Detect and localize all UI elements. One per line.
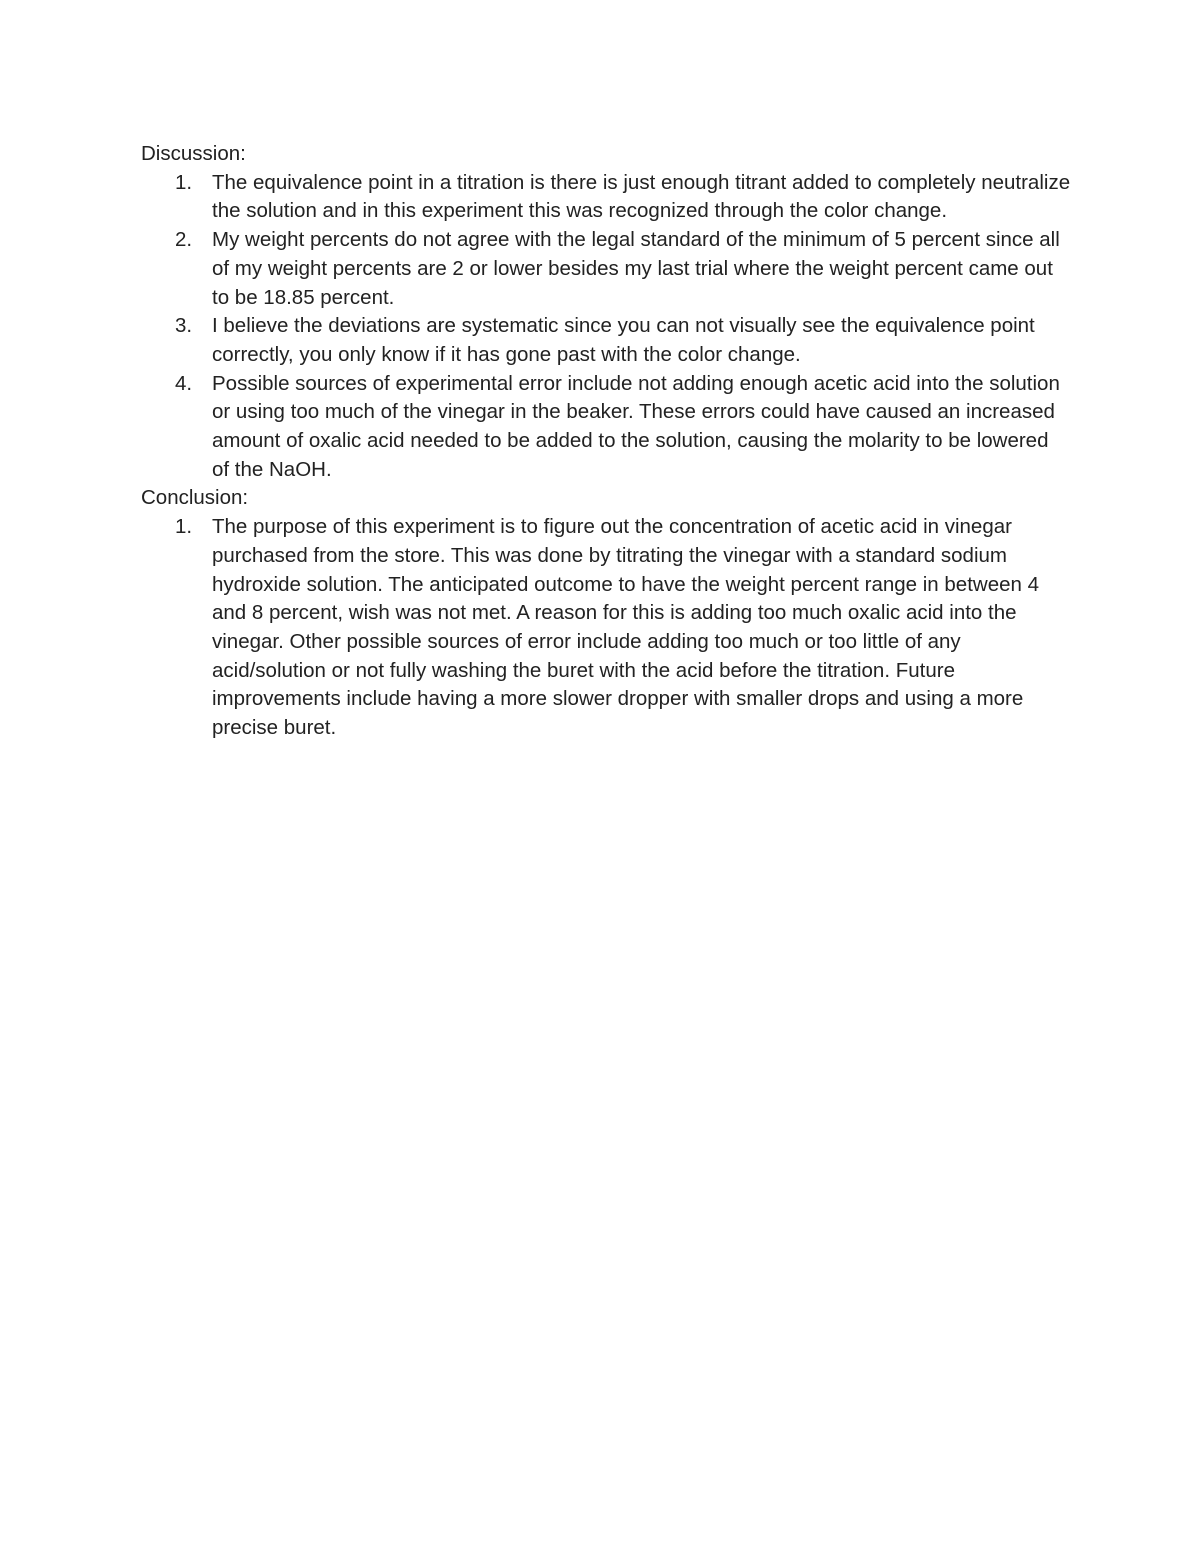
discussion-item xyxy=(141,226,1071,312)
conclusion-list xyxy=(141,513,1071,743)
list-number: 3. xyxy=(175,314,193,338)
discussion-item xyxy=(141,169,1071,226)
list-item-text: I believe the deviations are systematic since you can not visually see the equivalence point correctly, you only know if it has gone past with the color change. xyxy=(212,314,1035,366)
discussion-list xyxy=(141,169,1071,485)
list-item-text: The equivalence point in a titration is there is just enough titrant added to completely neutralize the solution and in this experiment this was recognized through the color change. xyxy=(212,170,1071,223)
list-number: 1. xyxy=(175,515,193,539)
discussion-item xyxy=(141,370,1071,485)
document-page xyxy=(141,140,1071,743)
list-item-text: My weight percents do not agree with the legal standard of the minimum of 5 percent since all of my weight percents are 2 or lower besides my last trial where the weight percent came out to be 18.85 percent. xyxy=(212,228,1060,309)
list-item-text: The purpose of this experiment is to figure out the concentration of acetic acid in vinegar purchased from the store. This was done by titrating the vinegar with a standard sodium hydroxide solution. The anticipated outcome to have the weight percent range in between 4 and 8 percent, wish was not met. A reason for this is adding too much oxalic acid into the vinegar. Other possible sources of error include adding too much or too little of any acid/solution or not fully washing the buret with the acid before the titration. Future improvements include having a more slower dropper with smaller drops and using a more precise buret. xyxy=(212,515,1039,740)
list-number: 4. xyxy=(175,371,193,395)
discussion-heading: Discussion: xyxy=(141,142,246,165)
list-number: 2. xyxy=(175,228,193,252)
discussion-item xyxy=(141,312,1071,369)
list-number: 1. xyxy=(175,170,193,194)
list-item-text: Possible sources of experimental error include not adding enough acetic acid into the solution or using too much of the vinegar in the beaker. These errors could have caused an increased amount of oxalic acid needed to be added to the solution, causing the molarity to be lowered of the NaOH. xyxy=(212,371,1060,481)
conclusion-item xyxy=(141,513,1071,743)
conclusion-heading: Conclusion: xyxy=(141,486,249,510)
